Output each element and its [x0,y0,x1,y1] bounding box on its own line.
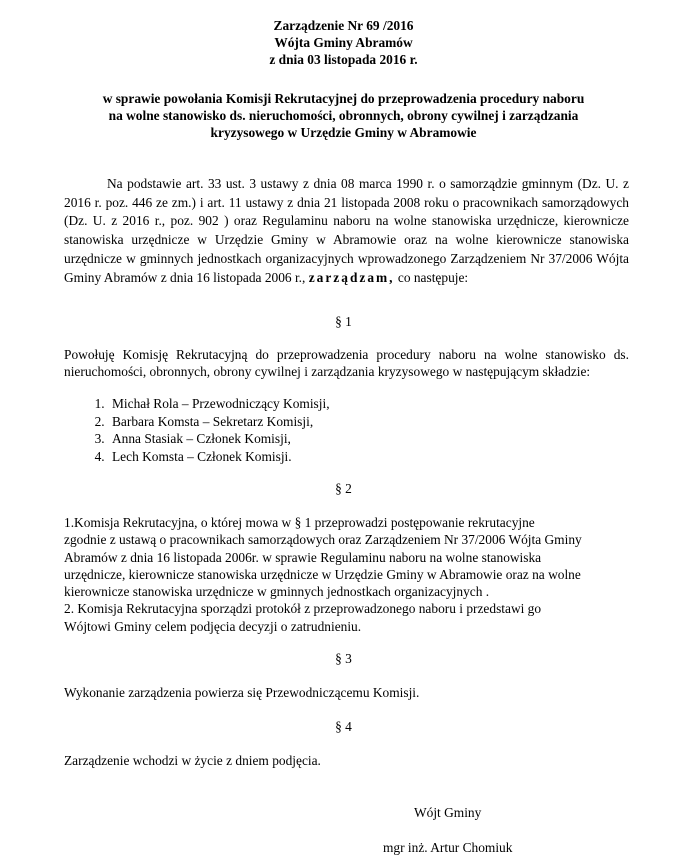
issuer: Wójta Gminy Abramów [274,35,413,50]
section-2-line: Wójtowi Gminy celem podjęcia decyzji o zatrudnieniu. [64,618,362,634]
ordinance-date: z dnia 03 listopada 2016 r. [269,52,418,67]
section-1-heading: § 1 [335,314,352,329]
document-header [0,17,687,68]
section-3-heading: § 3 [335,651,352,666]
section-4-text: Zarządzenie wchodzi w życie z dniem podjęcia. [64,753,321,768]
subject-line-1: w sprawie powołania Komisji Rekrutacyjnej do przeprowadzenia procedury naboru [102,91,585,106]
legal-basis-paragraph [64,175,629,287]
section-2-line: 2. Komisja Rekrutacyjna sporządzi protokół z przeprowadzonego naboru i przedstawi go [64,601,542,617]
subject-line-3: kryzysowego w Urzędzie Gminy w Abramowie [210,125,477,140]
decree-emphasis: zarządzam, [308,269,395,285]
section-2-line: Abramów z dnia 16 listopada 2006r. w sprawie Regulaminu naboru na wolne stanowiska [64,549,542,565]
list-item: 2. Barbara Komsta – Sekretarz Komisji, [108,413,330,431]
section-2-line: zgodnie z ustawą o pracownikach samorządowych oraz Zarządzeniem Nr 37/2006 Wójta Gminy [64,532,582,548]
committee-members-list [83,395,330,466]
list-item: 3. Anna Stasiak – Członek Komisji, [108,430,330,448]
signature-name: mgr inż. Artur Chomiuk [383,840,513,855]
ordinance-number: Zarządzenie Nr 69 /2016 [273,18,414,33]
legal-basis-tail: co następuje: [394,269,469,285]
signature-title: Wójt Gminy [414,805,482,820]
section-2-line: urzędnicze, kierownicze stanowiska urzędnicze w Urzędzie Gminy w Abramowie oraz na wolne [64,566,581,582]
section-2-line: kierownicze stanowiska urzędnicze w gminnych jednostkach organizacyjnych . [64,584,490,600]
document-subject [0,90,687,141]
section-1-text: Powołuję Komisję Rekrutacyjną do przeprowadzenia procedury naboru na wolne stanowisko ds. nieruchomości, obronnych, obrony cywilnej i zarządzania kryzysowego w następującym składzie: [64,347,629,379]
section-2-line: 1.Komisja Rekrutacyjna, o której mowa w § 1 przeprowadzi postępowanie rekrutacyjne [64,515,535,530]
section-2-text [64,514,624,635]
legal-basis-text: Na podstawie art. 33 ust. 3 ustawy z dnia 08 marca 1990 r. o samorządzie gminnym (Dz. U. z 2016 r. poz. 446 ze zm.) i art. 11 ustawy z dnia 21 listopada 2008 roku o pracownikach samorządowych (Dz. U. z 2016 r., poz. 902 ) oraz Regulaminu naboru na wolne stanowiska urzędnicze, kierownicze stanowiska urzędnicze w Urzędzie Gminy w Abramowie oraz na wolne kierownicze stanowiska urzędnicze w gminnych jednostkach organizacyjnych wprowadzonego Zarządzeniem Nr 37/2006 Wójta Gminy Abramów z dnia 16 listopada 2006 r., [64,176,629,285]
section-4-heading: § 4 [335,719,352,734]
list-item: 1. Michał Rola – Przewodniczący Komisji, [108,395,330,413]
list-item: 4. Lech Komsta – Członek Komisji. [108,448,330,466]
section-2-heading: § 2 [335,481,352,496]
section-3-text: Wykonanie zarządzenia powierza się Przewodniczącemu Komisji. [64,685,420,700]
subject-line-2: na wolne stanowisko ds. nieruchomości, obronnych, obrony cywilnej i zarządzania [108,108,579,123]
